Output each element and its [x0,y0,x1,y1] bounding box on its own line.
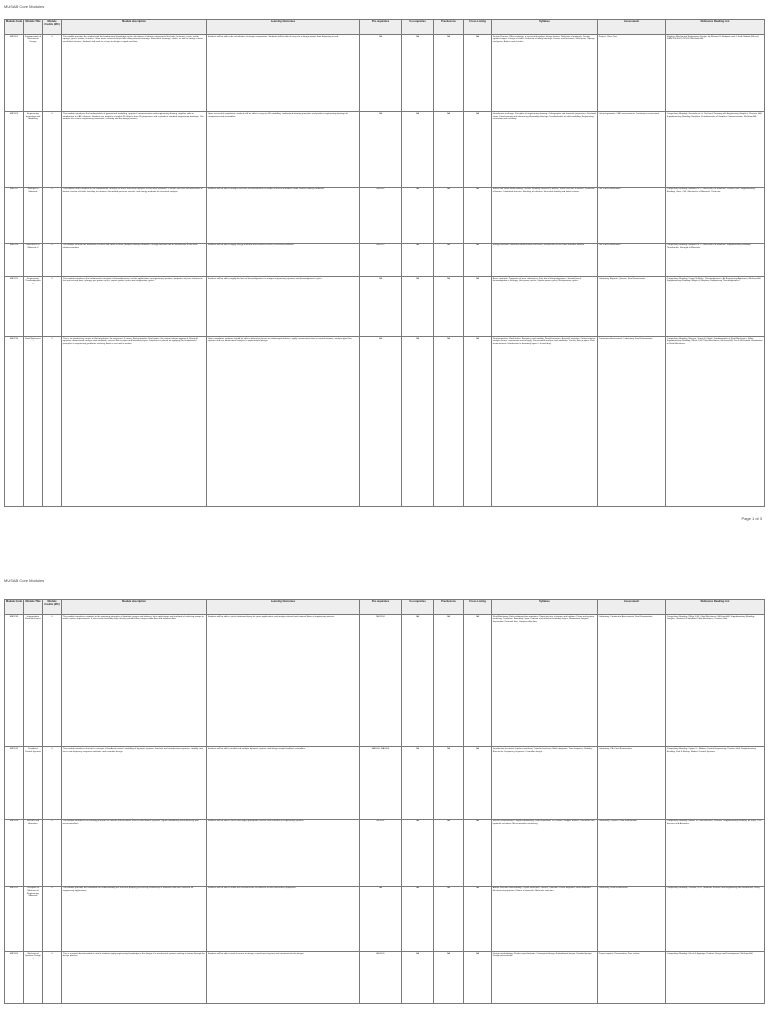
pre-requisites: NA [360,886,402,951]
reference-list: Compulsory Reading: Munson, Young & Okiishi, Fundamentals of Fluid Mechanics, Wiley. Supplementary Reading: White, F.M., Fluid Mechanics, McGraw-Hill; Fox & McDonald, Introduction to Fluid Mechanics. [666,337,765,507]
syllabus: Introduction to control; Laplace transform; Transfer functions; Block diagrams; Time response; Stability; Root locus; Frequency response; Controller design. [492,747,598,819]
module-title: Mechanical Systems Design I [24,951,43,1003]
cross-listing: NA [464,747,492,819]
column-header: Co-requisites [402,20,434,35]
module-description: This module trains students in the fundamental concepts of stress and strain analysis of structural members. It covers stresses and deflections in beams, torsion of shafts, buckling of columns, thin-walled pressure vessels, and energy methods for structural analysis. [62,187,207,243]
table-row [5,819,765,886]
pre-requisites: EE1002 [360,819,402,886]
column-header: Co-requisites [402,600,434,615]
module-title: Fundamentals of Mechanical Design [24,35,43,112]
pre-requisites: ME1102 [360,187,402,243]
assessment: Project, Class Test [598,35,666,112]
pre-requisites: ME2101 [360,951,402,1003]
module-code: ME2121 [5,276,24,336]
table-row [5,187,765,243]
co-requisites: NA [402,951,434,1003]
module-title: Sensors and Actuators [24,819,43,886]
learning-outcomes: Students will be able to model and analyse dynamic systems and design simple feedback controllers. [207,747,360,819]
module-description: This module introduces the fundamental concepts of thermodynamics and its applications to engineering systems: properties of pure substances, first and second laws, entropy, gas power cycles, vapour power cycles and refrigeration cycles. [62,276,207,336]
co-requisites: NA [402,819,434,886]
assessment: Laboratory, CA, Final Examination [598,747,666,819]
learning-outcomes: Students will be able to analyse stresses and deformation in simple structural members under various loading conditions. [207,187,360,243]
reference-list: Compulsory Reading: Ogata, K., Modern Control Engineering, Prentice Hall. Supplementary Reading: Dorf & Bishop, Modern Control Systems. [666,747,765,819]
column-header: Module description [62,600,207,615]
learning-outcomes: Students will be able to apply energy methods and numerical tools to structural problems. [207,243,360,276]
reference-list: Compulsory Reading: White, F.M., Fluid Mechanics, McGraw-Hill. Supplementary Reading: Douglas, Gasiorek & Swaffield, Fluid Mechanics, Prentice Hall. [666,615,765,747]
column-header: Module description [62,20,207,35]
module-credits: 4 [43,337,62,507]
pre-requisites: MA1505, MA1506 [360,747,402,819]
module-code: ME2142 [5,747,24,819]
table-row [5,951,765,1003]
module-credits: 4 [43,615,62,747]
column-header: Module Title [24,600,43,615]
column-header: Assessment [598,20,666,35]
reference-list: Compulsory Reading: Cengel & Boles, Thermodynamics: An Engineering Approach, McGraw-Hill. Supplementary Reading: Rogers & Mayhew, Engineering Thermodynamics. [666,276,765,336]
module-code: ME2102 [5,112,24,187]
learning-outcomes: Students will be able to select turbomachinery for given applications and analyse internal and external flows of engineering interest. [207,615,360,747]
column-header: Syllabus [492,600,598,615]
page-footer: Page 1 of 3 [741,516,762,521]
preclusions: NA [434,187,464,243]
module-code: ME2113 [5,243,24,276]
module-title: Principles of Mechanical Engineering Materials [24,886,43,951]
co-requisites: NA [402,886,434,951]
syllabus: Sensor characteristics; Signal conditioning; Data acquisition; DC motors; Stepper motors; Pneumatic and hydraulic actuators; Microcontroller interfacing. [492,819,598,886]
module-description: This module introduces students to the operating principles of hydraulic pumps and turbines, their applications and methods of selecting pumps to match system requirements. It also covers boundary layer theory, potential flow, compressible flow and turbulent flow. [62,615,207,747]
module-description: This module introduces the fundamentals of geometrical modelling, graphical communication and engineering drawing, together with an introduction to CAD software. Students are taught to visualise 3D objects from 2D projections and to produce standard engineering drawings. The module also covers engineering innovation, creativity and the design process. [62,112,207,187]
syllabus: Introduction to design. Principles of engineering drawing; Orthographic and isometric projections; Sectional views; Dimensioning and tolerancing; Assembly drawings; Fundamentals of solid modelling; Engineering innovation and creativity. [492,112,598,187]
module-title: Engineering Innovation and Modelling [24,112,43,187]
cross-listing: NA [464,276,492,336]
preclusions: NA [434,747,464,819]
module-credits: 4 [43,35,62,112]
module-title: Intermediate Fluid Mechanics [24,615,43,747]
module-code: ME2151 [5,886,24,951]
cross-listing: NA [464,615,492,747]
syllabus: Design Process: What is design, a successful product, design factors. Selection of materials. Design against fatigue. Design of shafts; Selection of rolling bearings; Screws and fasteners; Weld joints; Springs and gears; Brakes and clutches. [492,35,598,112]
co-requisites: NA [402,747,434,819]
module-description: The module provides the foundation for understanding the structure-property-processing relationship in materials and their selection for engineering applications. [62,886,207,951]
cross-listing: NA [464,951,492,1003]
cross-listing: NA [464,112,492,187]
modules-table-page-1 [4,19,765,507]
page-header: MUSAB Core Modules [4,578,45,583]
co-requisites: NA [402,112,434,187]
table-row [5,112,765,187]
preclusions: NA [434,615,464,747]
co-requisites: NA [402,243,434,276]
assessment: Laboratory Reports, Quizzes, Final Examination [598,276,666,336]
cross-listing: NA [464,35,492,112]
modules-table-page-2 [4,599,765,1004]
preclusions: NA [434,951,464,1003]
syllabus: Design methodology; Product specifications; Conceptual design; Embodiment design; Detailed design; Design presentation. [492,951,598,1003]
column-header: Module Code [5,20,24,35]
syllabus: Stress and strain; Axial loading; Torsion; Bending stresses in beams; Shear stresses in beams; Deflection of beams; Combined stresses; Buckling of columns; Structural stability and failure criteria. [492,187,598,243]
co-requisites: NA [402,187,434,243]
module-title: Feedback Control Systems [24,747,43,819]
module-title: Mechanics of Materials II [24,243,43,276]
module-title: Engineering Thermodynamics [24,276,43,336]
module-description: The module provides the student with the fundamental knowledge to do calculations of design components like bolts, fasteners, joints, welds, springs, gears, brakes, clutches. Other areas covered will include rolling-element bearings, lubrication, bearings, shafts, as well as design criteria and failure theories. Students will work as a team to design a simple machine. [62,35,207,112]
preclusions: NA [434,819,464,886]
module-description: This module introduces the basic concepts of feedback control: modelling of dynamic systems, transient and steady-state response, stability, root locus and frequency response methods, and controller design. [62,747,207,819]
co-requisites: NA [402,615,434,747]
module-code: ME2135 [5,615,24,747]
column-header: Learning Outcomes [207,600,360,615]
column-header: Module Title [24,20,43,35]
module-code: ME2112 [5,187,24,243]
co-requisites: NA [402,337,434,507]
cross-listing: NA [464,337,492,507]
column-header: Pre-requisites [360,20,402,35]
column-header: Reference Reading List [666,600,765,615]
pre-requisites: NA [360,276,402,336]
preclusions: NA [434,886,464,951]
preclusions: NA [434,337,464,507]
document-page-2 [0,530,768,1024]
pre-requisites: ME2134 [360,615,402,747]
pre-requisites: NA [360,112,402,187]
module-description: The module introduces the working principles of sensors and actuators used in mechatronic systems, signal conditioning and interfacing with microcontrollers. [62,819,207,886]
module-credits: 4 [43,886,62,951]
reference-list: Shigley's Mechanical Engineering Design, by Richard G. Budynas and J. Keith Nisbett (8th ed.) ISBN 978-007-125763-3 McGraw-Hill. [666,35,765,112]
assessment: Laboratory, Projects, Final Examination [598,819,666,886]
learning-outcomes: Upon successful completion, students will be able to carry out 3D modelling, understand drawing principles and produce engineering drawings of components and assemblies. [207,112,360,187]
cross-listing: NA [464,886,492,951]
learning-outcomes: Students will be able to select and apply appropriate sensors and actuators in engineering systems. [207,819,360,886]
pre-requisites: NA [360,337,402,507]
column-header: Reference Reading List [666,20,765,35]
table-row [5,243,765,276]
module-credits: 4 [43,951,62,1003]
assessment: CA, Final Examination [598,187,666,243]
table-row [5,35,765,112]
module-credits: 4 [43,112,62,187]
reference-list: Compulsory Reading: Callister, W.D., Materials Science and Engineering: An Introduction, Wiley. [666,886,765,951]
co-requisites: NA [402,35,434,112]
reference-list: Compulsory Reading: Hibbeler, R.C., Mechanics of Materials. Supplementary Reading: Timoshenko, Strength of Materials. [666,243,765,276]
module-description: The module extends the treatment of stress and strain to more complex loading conditions, energy methods and an introduction to the finite element method. [62,243,207,276]
module-description: This is a project-based module in which students apply engineering knowledge to the design of a mechanical system, working in teams through the design process. [62,951,207,1003]
table-header-row [5,600,765,615]
reference-list: Compulsory Reading: Hibbeler, R.C., Mechanics of Materials, Prentice Hall. Supplementary Reading: Gere, J.M., Mechanics of Materials, Thomson. [666,187,765,243]
column-header: Assessment [598,600,666,615]
column-header: Preclusions [434,20,464,35]
column-header: Module Credits (MC) [43,600,62,615]
table-row [5,337,765,507]
module-code: ME2143 [5,819,24,886]
learning-outcomes: Students will be able to do calculations of design components. Students will be able to carry out a design project from beginning to end. [207,35,360,112]
learning-outcomes: Students will be able to relate the microstructure of materials to their mechanical properties. [207,886,360,951]
assessment: Laboratory, Continuous Assessment, Final Examination [598,615,666,747]
column-header: Cross-Listing [464,20,492,35]
module-credits: 4 [43,747,62,819]
table-header-row [5,20,765,35]
column-header: Learning Outcomes [207,20,360,35]
assessment: Laboratory, Final Examination [598,886,666,951]
syllabus: Energy methods; Statically indeterminate structures; Introduction to the Finite Element Method. [492,243,598,276]
page-header: MUSAB Core Modules [4,4,45,9]
module-credits: 4 [43,276,62,336]
column-header: Syllabus [492,20,598,35]
column-header: Module Code [5,600,24,615]
co-requisites: NA [402,276,434,336]
syllabus: Atomic structure and bonding; Crystal structures; Defects; Diffusion; Phase diagrams; Heat treatment; Mechanical properties; Failure of materials; Materials selection. [492,886,598,951]
syllabus: Basic concepts; Properties of pure substances; First law of thermodynamics; Second law of thermodynamics; Entropy; Gas power cycles; Vapour power cycles; Refrigeration cycles. [492,276,598,336]
preclusions: NA [434,35,464,112]
module-credits: 4 [43,243,62,276]
reference-list: Compulsory Reading: Ulrich & Eppinger, Product Design and Development, McGraw-Hill. [666,951,765,1003]
cross-listing: NA [464,187,492,243]
table-row [5,886,765,951]
cross-listing: NA [464,243,492,276]
learning-outcomes: Upon completion students should be able to determine forces on submerged surfaces, apply conservation laws to control volumes, analyse pipe flow systems and use dimensional analysis in experimental design. [207,337,360,507]
module-code: ME2101 [5,35,24,112]
module-credits: 4 [43,819,62,886]
syllabus: Fluid Machinery: Euler turbomachine equation; Characteristics of pumps and turbines; Pump and system matching; Cavitation. Boundary Layer: Laminar and turbulent boundary layers; Momentum integral; Separation. Potential flow; Compressible flow. [492,615,598,747]
table-row [5,747,765,819]
assessment: CA, Final Examination [598,243,666,276]
preclusions: NA [434,243,464,276]
learning-outcomes: Students will be able to apply the laws of thermodynamics to analyse engineering systems and thermodynamic cycles. [207,276,360,336]
preclusions: NA [434,276,464,336]
module-description: This is an introductory course in fluid mechanics for engineers. It covers fluid properties, fluid statics, the control volume approach, Bernoulli equation, dimensional analysis and similitude, viscous flow in pipes and boundary layers. Emphasis is placed on applying the fundamental principles to engineering problems involving fluids at rest and in motion. [62,337,207,507]
column-header: Cross-Listing [464,600,492,615]
column-header: Preclusions [434,600,464,615]
cross-listing: NA [464,819,492,886]
table-row [5,615,765,747]
preclusions: NA [434,112,464,187]
column-header: Module Credits (MC) [43,20,62,35]
module-code: ME2134 [5,337,24,507]
module-code: ME2162 [5,951,24,1003]
column-header: Pre-requisites [360,600,402,615]
syllabus: Fluid properties; Fluid statics; Buoyancy and stability; Fluid kinematics; Bernoulli equation; Control volume analysis (mass, momentum and energy); Dimensional analysis and similitude; Viscous flow in pipes; Flow measurement; Introduction to boundary layers; Lift and drag. [492,337,598,507]
reference-list: Compulsory Reading: Giesecke et al., Technical Drawing with Engineering Graphics, Prentice Hall. Supplementary Reading: Bertoline, Fundamentals of Graphics Communication, McGraw-Hill. [666,112,765,187]
module-title: Fluid Mechanics I [24,337,43,507]
learning-outcomes: Students will be able to work in teams to design a mechanical system and communicate the design. [207,951,360,1003]
assessment: Continuous Assessment, Laboratory, Final Examination [598,337,666,507]
reference-list: Compulsory Reading: Bolton, W., Mechatronics, Pearson. Supplementary Reading: de Silva, C.W., Sensors and Actuators. [666,819,765,886]
pre-requisites: ME2112 [360,243,402,276]
module-title: Strength of Materials [24,187,43,243]
module-credits: 4 [43,187,62,243]
table-row [5,276,765,336]
assessment: Lab assignments, CAD assessments, Continuous assessment [598,112,666,187]
assessment: Project reports, Presentation, Peer review [598,951,666,1003]
pre-requisites: NA [360,35,402,112]
